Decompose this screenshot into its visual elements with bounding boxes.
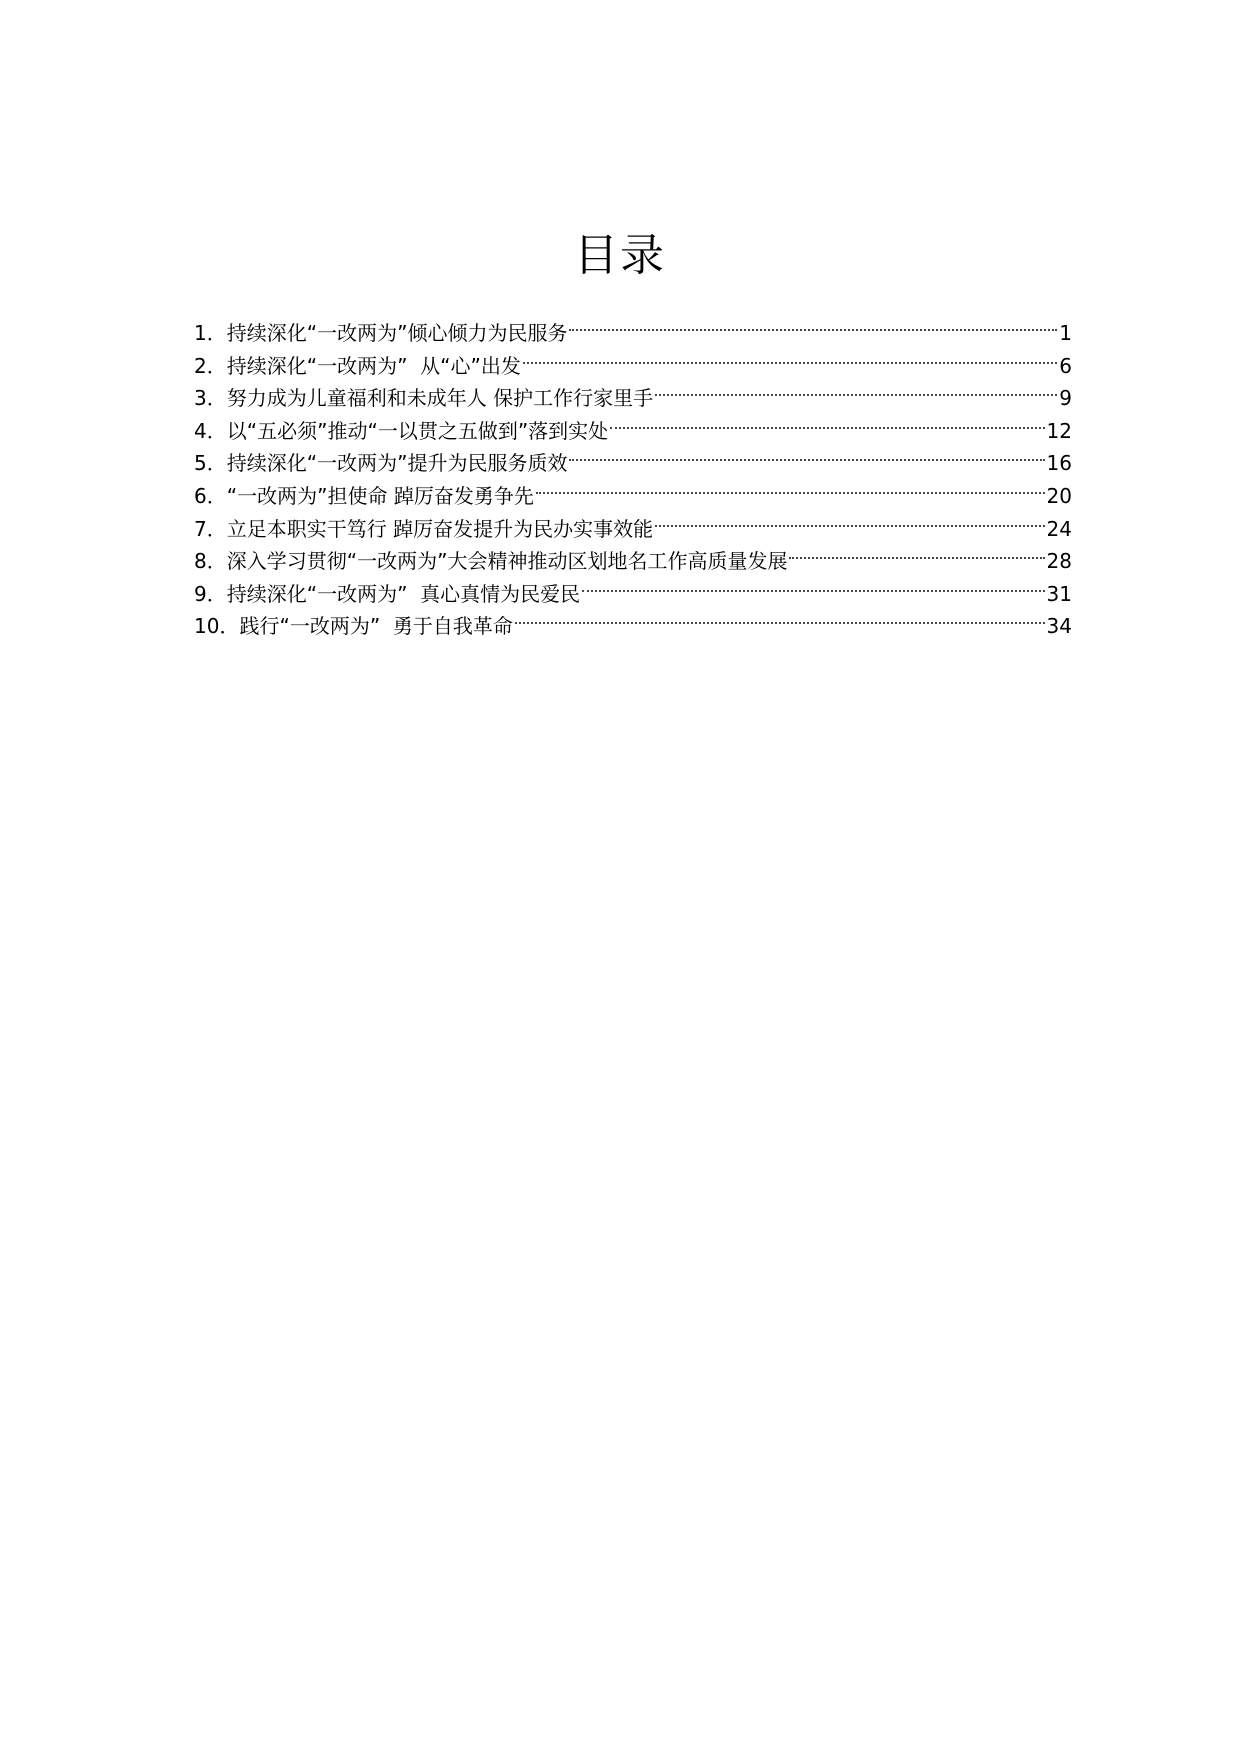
toc-entry-number: 3． <box>194 386 227 411</box>
toc-entry-page: 28 <box>1046 549 1072 574</box>
toc-entry-page: 20 <box>1046 483 1072 508</box>
toc-entry-page: 16 <box>1046 451 1072 476</box>
toc-entry-number: 2． <box>194 353 227 378</box>
toc-entry-number: 10． <box>194 614 240 639</box>
toc-entry-page: 31 <box>1046 581 1072 606</box>
toc-entry-title: “一改两为”担使命 踔厉奋发勇争先 <box>226 483 534 508</box>
toc-entry-title: 持续深化“一改两为”倾心倾力为民服务 <box>226 321 568 345</box>
toc-entry-page: 1 <box>1059 321 1072 345</box>
toc-dot-leader <box>655 504 1044 536</box>
toc-dot-leader <box>610 406 1044 438</box>
toc-entry-number: 8． <box>194 549 227 574</box>
toc-entry-title: 深入学习贯彻“一改两为”大会精神推动区划地名工作高质量发展 <box>226 549 788 574</box>
toc-entry-page: 24 <box>1046 516 1072 541</box>
toc-dot-leader <box>515 601 1045 633</box>
toc-entry-page: 6 <box>1059 353 1072 378</box>
toc-list <box>194 308 1072 639</box>
toc-entry-title: 持续深化“一改两为” 真心真情为民爱民 <box>226 581 581 606</box>
toc-entry-page: 12 <box>1046 418 1072 443</box>
toc-entry-page: 34 <box>1046 614 1072 639</box>
toc-entry-number: 4． <box>194 418 227 443</box>
toc-dot-leader <box>569 438 1044 470</box>
toc-title: 目录 <box>574 230 666 281</box>
toc-entry-title: 持续深化“一改两为” 从“心”出发 <box>226 353 521 378</box>
toc-entry-title: 以“五必须”推动“一以贯之五做到”落到实处 <box>226 418 609 443</box>
toc-entry-number: 9． <box>194 581 227 606</box>
toc-dot-leader <box>655 373 1057 405</box>
toc-entry-title: 持续深化“一改两为”提升为民服务质效 <box>226 451 568 476</box>
toc-entry-title: 践行“一改两为” 勇于自我革命 <box>239 614 513 639</box>
toc-entry[interactable] <box>194 308 1072 345</box>
toc-dot-leader <box>536 471 1045 503</box>
toc-entry-number: 7． <box>194 516 227 541</box>
toc-entry-title: 立足本职实干笃行 踔厉奋发提升为民办实事效能 <box>226 516 654 541</box>
toc-dot-leader <box>789 536 1044 568</box>
toc-entry-page: 9 <box>1059 386 1072 411</box>
toc-entry-title: 努力成为儿童福利和未成年人 保护工作行家里手 <box>226 386 654 411</box>
toc-entry-number: 6． <box>194 483 227 508</box>
toc-dot-leader <box>569 308 1057 340</box>
toc-dot-leader <box>523 341 1057 373</box>
toc-entry-number: 5． <box>194 451 227 476</box>
toc-entry-number: 1． <box>194 321 227 345</box>
toc-dot-leader <box>582 569 1044 601</box>
